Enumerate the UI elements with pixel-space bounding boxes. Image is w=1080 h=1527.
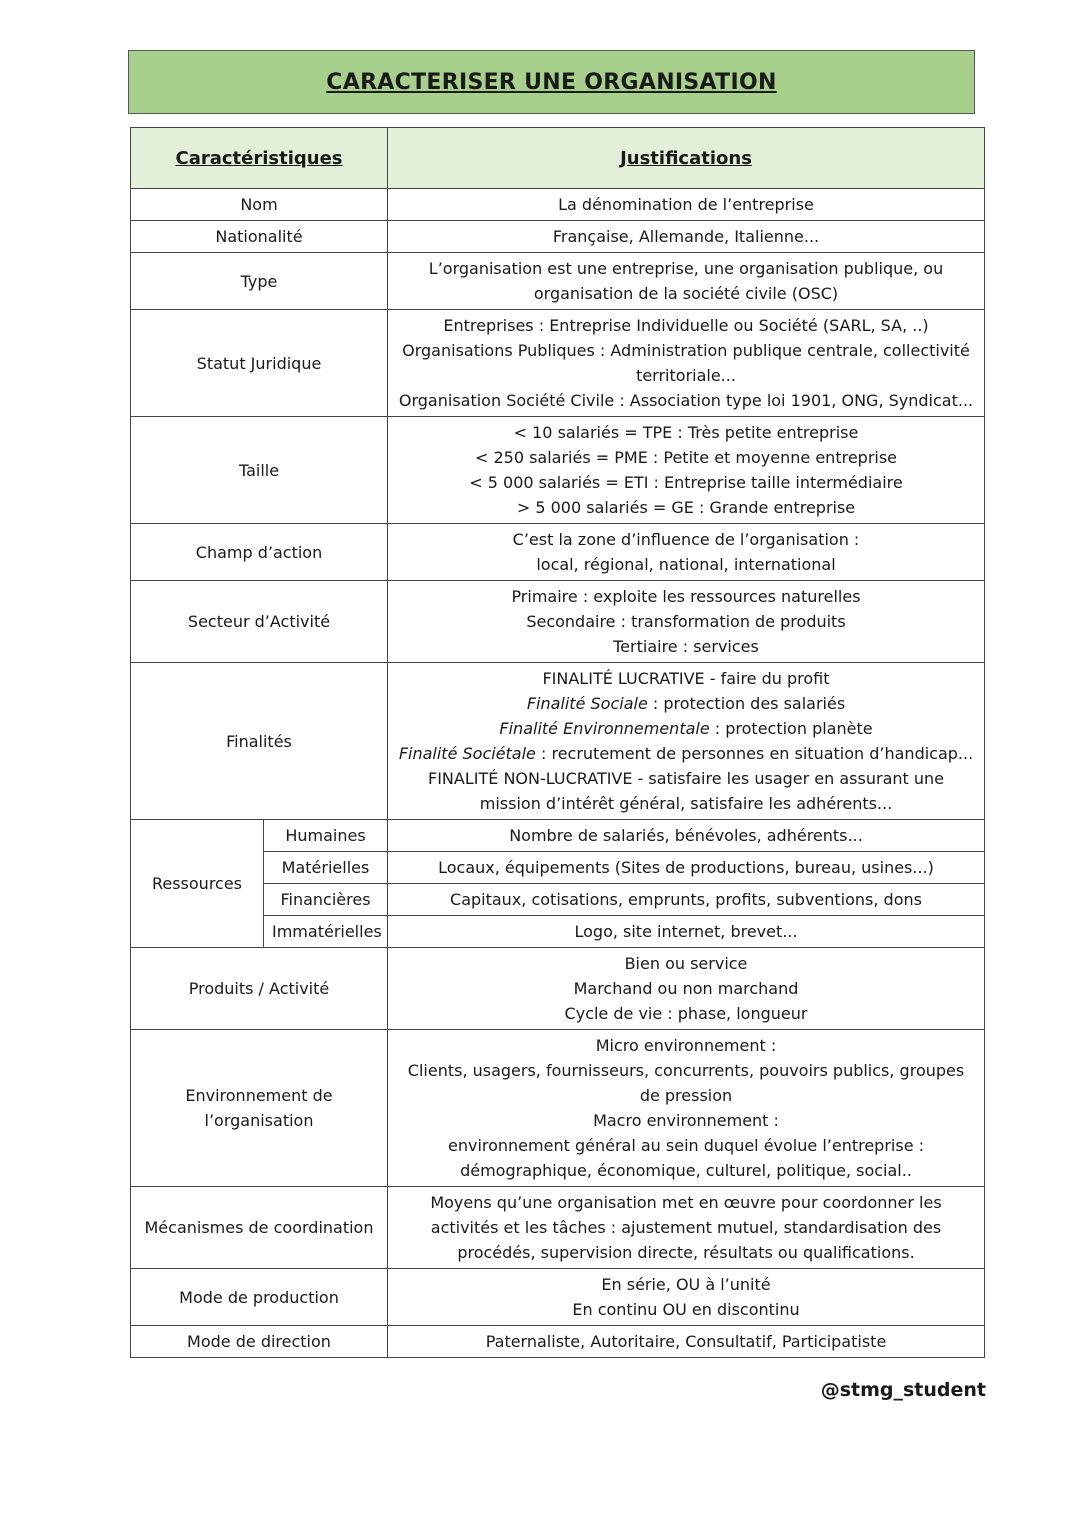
text-line: environnement général au sein duquel évolue l’entreprise :: [447, 1136, 925, 1155]
row-justification: Locaux, équipements (Sites de productions, bureau, usines...): [388, 852, 985, 884]
text-line: C’est la zone d’influence de l’organisation :: [512, 530, 860, 549]
text-fragment: : protection des salariés: [647, 694, 846, 713]
text-fragment: : recrutement de personnes en situation d’handicap...: [535, 744, 974, 763]
row-label: Secteur d’Activité: [131, 581, 388, 663]
row-justification: Capitaux, cotisations, emprunts, profits, subventions, dons: [388, 884, 985, 916]
text-line: Entreprises : Entreprise Individuelle ou Société (SARL, SA, ..): [443, 316, 929, 335]
row-label: Produits / Activité: [131, 948, 388, 1030]
row-justification: [388, 310, 985, 417]
row-label: Mode de production: [131, 1269, 388, 1326]
text-line: mission d’intérêt général, satisfaire les adhérents...: [479, 794, 893, 813]
emphasis: Finalité Environnementale: [499, 719, 710, 738]
table-row-statut-juridique: [131, 310, 985, 417]
row-justification: [388, 581, 985, 663]
sub-label: Financières: [264, 884, 388, 916]
text-line: Secondaire : transformation de produits: [526, 612, 846, 631]
text-line: Marchand ou non marchand: [573, 979, 799, 998]
row-label: Finalités: [131, 663, 388, 820]
text-line: Paternaliste, Autoritaire, Consultatif, Participatiste: [485, 1332, 887, 1351]
text-line: Micro environnement :: [595, 1036, 777, 1055]
row-label: Statut Juridique: [131, 310, 388, 417]
row-label: [131, 1030, 388, 1187]
row-justification: Nombre de salariés, bénévoles, adhérents...: [388, 820, 985, 852]
table-row-champ-action: [131, 524, 985, 581]
row-label: Nationalité: [131, 221, 388, 253]
row-justification: [388, 253, 985, 310]
text-line: organisation de la société civile (OSC): [533, 284, 839, 303]
sub-label: Humaines: [264, 820, 388, 852]
text-line: [396, 741, 976, 766]
text-line: < 5 000 salariés = ETI : Entreprise taille intermédiaire: [469, 473, 903, 492]
table-row-produits: [131, 948, 985, 1030]
table-row-nom: [131, 189, 985, 221]
row-label: Mécanismes de coordination: [131, 1187, 388, 1269]
text-line: Cycle de vie : phase, longueur: [564, 1004, 808, 1023]
text-line: procédés, supervision directe, résultats ou qualifications.: [457, 1243, 915, 1262]
table-row-finalites: [131, 663, 985, 820]
row-justification: Logo, site internet, brevet...: [388, 916, 985, 948]
author-handle: @stmg_student: [820, 1379, 986, 1401]
row-label: Taille: [131, 417, 388, 524]
text-line: démographique, économique, culturel, politique, social..: [460, 1161, 912, 1180]
text-line: Moyens qu’une organisation met en œuvre pour coordonner les: [430, 1193, 942, 1212]
text-line: En continu OU en discontinu: [572, 1300, 800, 1319]
sub-label: Immatérielles: [264, 916, 388, 948]
row-label: Nom: [131, 189, 388, 221]
table-row-nationalite: [131, 221, 985, 253]
text-line: En série, OU à l’unité: [601, 1275, 771, 1294]
table-row-type: [131, 253, 985, 310]
row-label: Mode de direction: [131, 1326, 388, 1358]
table-row-production: [131, 1269, 985, 1326]
emphasis: Finalité Sociale: [526, 694, 648, 713]
row-label: Champ d’action: [131, 524, 388, 581]
text-line: local, régional, national, international: [536, 555, 836, 574]
row-justification: [388, 1030, 985, 1187]
title-banner: [128, 50, 975, 114]
text-line: activités et les tâches : ajustement mutuel, standardisation des: [430, 1218, 942, 1237]
text-line: Bien ou service: [624, 954, 748, 973]
table-row-direction: [131, 1326, 985, 1358]
text-fragment: : protection planète: [709, 719, 873, 738]
emphasis: Finalité Sociétale: [398, 744, 536, 763]
row-label: Ressources: [131, 820, 264, 948]
page-title: CARACTERISER UNE ORGANISATION: [326, 69, 777, 95]
row-justification: [388, 948, 985, 1030]
text-line: < 250 salariés = PME : Petite et moyenne entreprise: [474, 448, 898, 467]
text-line: La dénomination de l’entreprise: [558, 195, 814, 214]
row-justification: [388, 1269, 985, 1326]
header-caracteristiques: Caractéristiques: [131, 128, 388, 189]
row-justification: [388, 663, 985, 820]
text-line: Primaire : exploite les ressources naturelles: [511, 587, 861, 606]
row-justification: [388, 417, 985, 524]
text-line: territoriale...: [636, 366, 736, 385]
row-justification: [388, 1187, 985, 1269]
text-line: L’organisation est une entreprise, une organisation publique, ou: [428, 259, 944, 278]
table-header-row: [131, 128, 985, 189]
text-line: [396, 716, 976, 741]
table-row-taille: [131, 417, 985, 524]
text-line: [396, 691, 976, 716]
table-row-secteur: [131, 581, 985, 663]
row-justification: [388, 189, 985, 221]
table-row-environnement: [131, 1030, 985, 1187]
table-row-mecanismes: [131, 1187, 985, 1269]
text-line: de pression: [639, 1086, 733, 1105]
row-justification: [388, 221, 985, 253]
text-line: Organisations Publiques : Administration publique centrale, collectivité: [402, 341, 970, 360]
header-justifications: Justifications: [388, 128, 985, 189]
text-line: Macro environnement :: [593, 1111, 779, 1130]
text-line: l’organisation: [204, 1111, 314, 1130]
text-line: FINALITÉ LUCRATIVE - faire du profit: [542, 669, 830, 688]
text-line: Tertiaire : services: [613, 637, 759, 656]
text-line: Organisation Société Civile : Association type loi 1901, ONG, Syndicat...: [398, 391, 974, 410]
table-row-ressources: [131, 820, 985, 852]
text-line: Française, Allemande, Italienne...: [552, 227, 820, 246]
row-justification: [388, 524, 985, 581]
row-justification: [388, 1326, 985, 1358]
row-label: Type: [131, 253, 388, 310]
text-line: < 10 salariés = TPE : Très petite entreprise: [513, 423, 859, 442]
text-line: FINALITÉ NON-LUCRATIVE - satisfaire les usager en assurant une: [428, 769, 944, 788]
sub-label: Matérielles: [264, 852, 388, 884]
text-line: Environnement de: [185, 1086, 333, 1105]
text-line: Clients, usagers, fournisseurs, concurrents, pouvoirs publics, groupes: [407, 1061, 965, 1080]
text-line: > 5 000 salariés = GE : Grande entreprise: [516, 498, 856, 517]
characteristics-table: [130, 127, 985, 1358]
